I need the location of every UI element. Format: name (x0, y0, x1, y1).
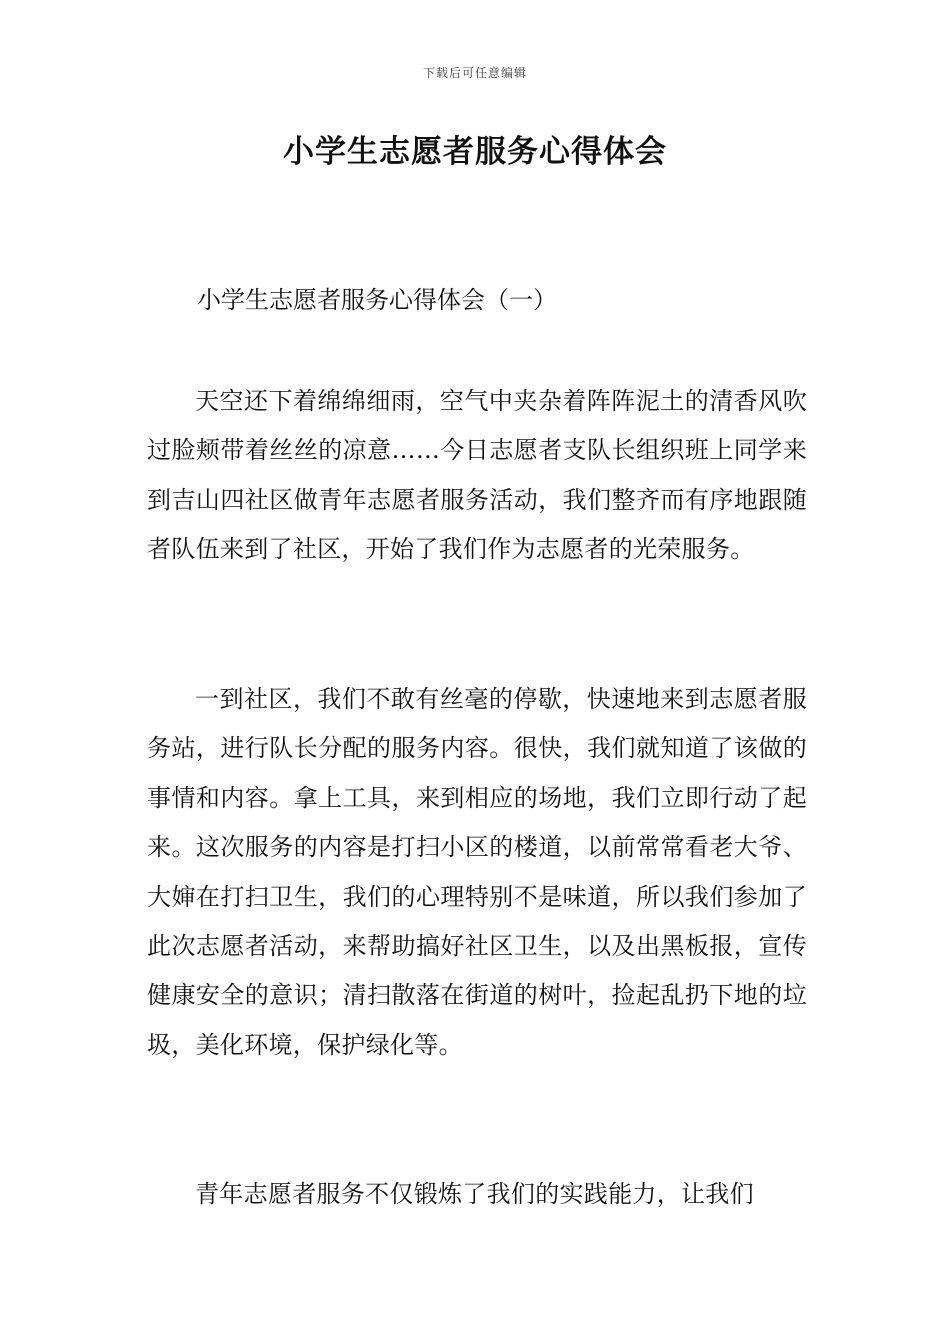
paragraph-3: 青年志愿者服务不仅锻炼了我们的实践能力，让我们 (195, 1180, 754, 1208)
paragraph-2: 一到社区，我们不敢有丝毫的停歇，快速地来到志愿者服务站，进行队长分配的服务内容。很快，我们就知道了该做的事情和内容。拿上工具，来到相应的场地，我们立即行动了起来。这次服务的内容是打扫小区的楼道，以前常常看老大爷、大婶在打扫卫生，我们的心理特别不是味道，所以我们参加了此次志愿者活动，来帮助搞好社区卫生，以及出黑板报，宣传健康安全的意识；清扫散落在街道的树叶，捡起乱扔下地的垃圾，美化环境，保护绿化等。 (147, 685, 807, 1059)
paragraph-1: 天空还下着绵绵细雨，空气中夹杂着阵阵泥土的清香风吹过脸颊带着丝丝的凉意……今日志愿者支队长组织班上同学来到吉山四社区做青年志愿者服务活动，我们整齐而有序地跟随者队伍来到了社区，开始了我们作为志愿者的光荣服务。 (147, 387, 807, 564)
page-title: 小学生志愿者服务心得体会 (283, 134, 667, 170)
header-note: 下载后可任意编辑 (422, 66, 527, 80)
section-subtitle: 小学生志愿者服务心得体会（一） (197, 286, 557, 314)
